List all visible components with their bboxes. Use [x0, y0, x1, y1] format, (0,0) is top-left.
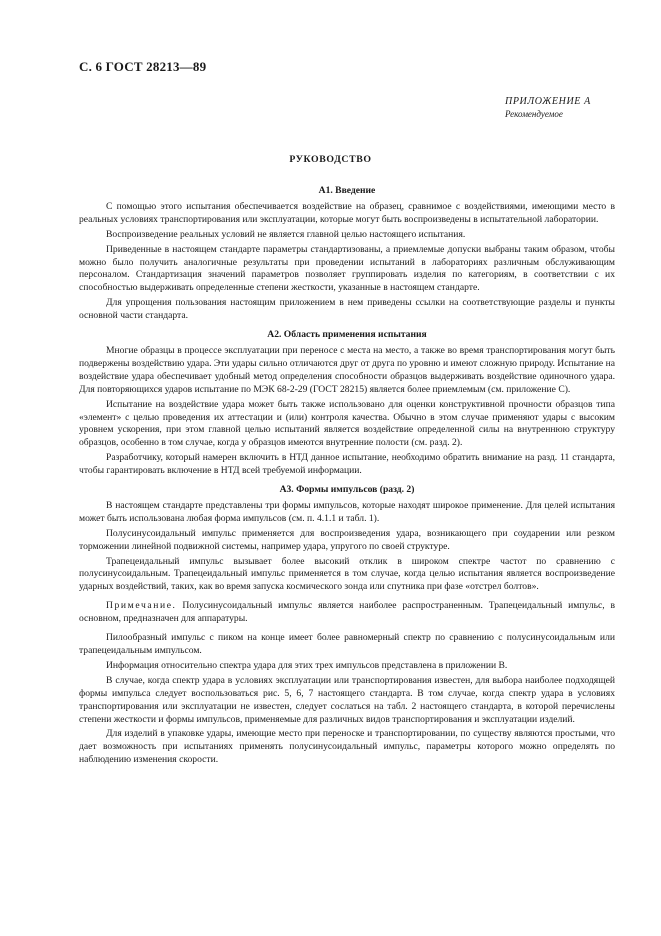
section-heading-a3: А3. Формы импульсов (разд. 2) — [279, 484, 415, 496]
section-heading-a2: А2. Область применения испытания — [267, 329, 427, 341]
paragraph: В настоящем стандарте представлены три формы импульсов, которые находят широкое применение. Для целей испытания может быть использована любая форма импульсов (см. п. 4.1.1 и табл. 1). — [79, 499, 615, 524]
paragraph: Трапецеидальный импульс вызывает более высокий отклик в широком спектре частот по сравнению с полусинусоидальным. Трапецеидальный импульс применяется в том случае, когда целью испытания является воспроизведение ударных воздействий, таких, как во время запуска космического зонда или спутника при фазе «отстрел болтов». — [79, 555, 615, 593]
note-paragraph — [79, 600, 615, 626]
appendix-status: Рекомендуемое — [505, 109, 563, 119]
appendix-label — [505, 95, 615, 120]
paragraph: Информация относительно спектра удара для этих трех импульсов представлена в приложении В. — [106, 659, 508, 671]
paragraph: Приведенные в настоящем стандарте параметры стандартизованы, а приемлемые допуски выбраны таким образом, чтобы можно было получить аналогичные результаты при проведении испытаний в лабораториях различным обслуживающим персоналом. Стандартизация значений параметров позволяет группировать изделия по категориям, в соответствии с их способностью выдерживать определенные степени жесткости, указанные в настоящем стандарте. — [79, 243, 615, 294]
paragraph: Испытание на воздействие удара может быть также использовано для оценки конструктивной прочности образцов типа «элемент» с целью проведения их аттестации и (или) контроля качества. Обычно в этом случае применяют удары с высоким уровнем ускорения, при этом главной целью испытаний является воздействие определенной силы на внутреннюю структуру образцов, особенно в том случае, когда у образцов имеются внутренние полости (см. разд. 2). — [79, 398, 615, 449]
paragraph: Полусинусоидальный импульс применяется для воспроизведения удара, возникающего при соударении или резком торможении линейной подвижной системы, например удара, упругого по своей структуре. — [79, 527, 615, 552]
paragraph: Пилообразный импульс с пиком на конце имеет более равномерный спектр по сравнению с полусинусоидальным или трапецеидальным импульсом. — [79, 632, 615, 656]
document-body — [79, 185, 615, 769]
page-header: С. 6 ГОСТ 28213—89 — [79, 59, 207, 74]
document-title: РУКОВОДСТВО — [289, 154, 372, 165]
paragraph: Разработчику, который намерен включить в НТД данное испытание, необходимо обратить внимание на разд. 11 стандарта, чтобы гарантировать включение в НТД всей требуемой информации. — [79, 452, 615, 477]
paragraph: Для упрощения пользования настоящим приложением в нем приведены ссылки на соответствующие разделы и пункты основной части стандарта. — [79, 297, 615, 322]
section-heading-a1: А1. Введение — [318, 185, 376, 196]
note-text: Полусинусоидальный импульс является наиболее распространенным. Трапецеидальный импульс, в основном, предназначен для аппаратуры. — [79, 600, 615, 625]
paragraph: Для изделий в упаковке удары, имеющие место при переноске и транспортировании, по существу являются простыми, что дает возможность при испытаниях применять полусинусоидальный импульс, параметры которого можно определять по наблюдению изменения скорости. — [79, 728, 615, 766]
note-label: Примечание. — [106, 600, 177, 612]
appendix-title: ПРИЛОЖЕНИЕ А — [505, 96, 591, 107]
paragraph: Многие образцы в процессе эксплуатации при переносе с места на место, а также во время транспортирования могут быть подвержены воздействию удара. Эти удары сильно отличаются друг от друга по уровню и имеют сложную природу. Испытание на воздействие удара обеспечивает удобный метод определения способности образцов выдерживать воздействие одиночного удара. Для повторяющихся ударов испытание по МЭК 68-2-29 (ГОСТ 28215) является более приемлемым (см. приложение С). — [79, 344, 615, 395]
paragraph: В случае, когда спектр удара в условиях эксплуатации или транспортирования известен, для выбора наиболее подходящей формы импульса следует воспользоваться рис. 5, 6, 7 настоящего стандарта. В том случае, когда спектр удара в условиях транспортирования или эксплуатации не известен, следует сослаться на табл. 2 настоящего стандарта, в которой перечислены степени жесткости и формы импульсов, применяемые для различных видов транспортирования и эксплуатации изделий. — [79, 674, 615, 725]
paragraph: С помощью этого испытания обеспечивается воздействие на образец, сравнимое с воздействиями, имеющими место в реальных условиях транспортирования или эксплуатации, которые могут быть воспроизведены в испытательной лаборатории. — [79, 200, 615, 225]
paragraph: Воспроизведение реальных условий не является главной целью настоящего испытания. — [106, 228, 466, 240]
